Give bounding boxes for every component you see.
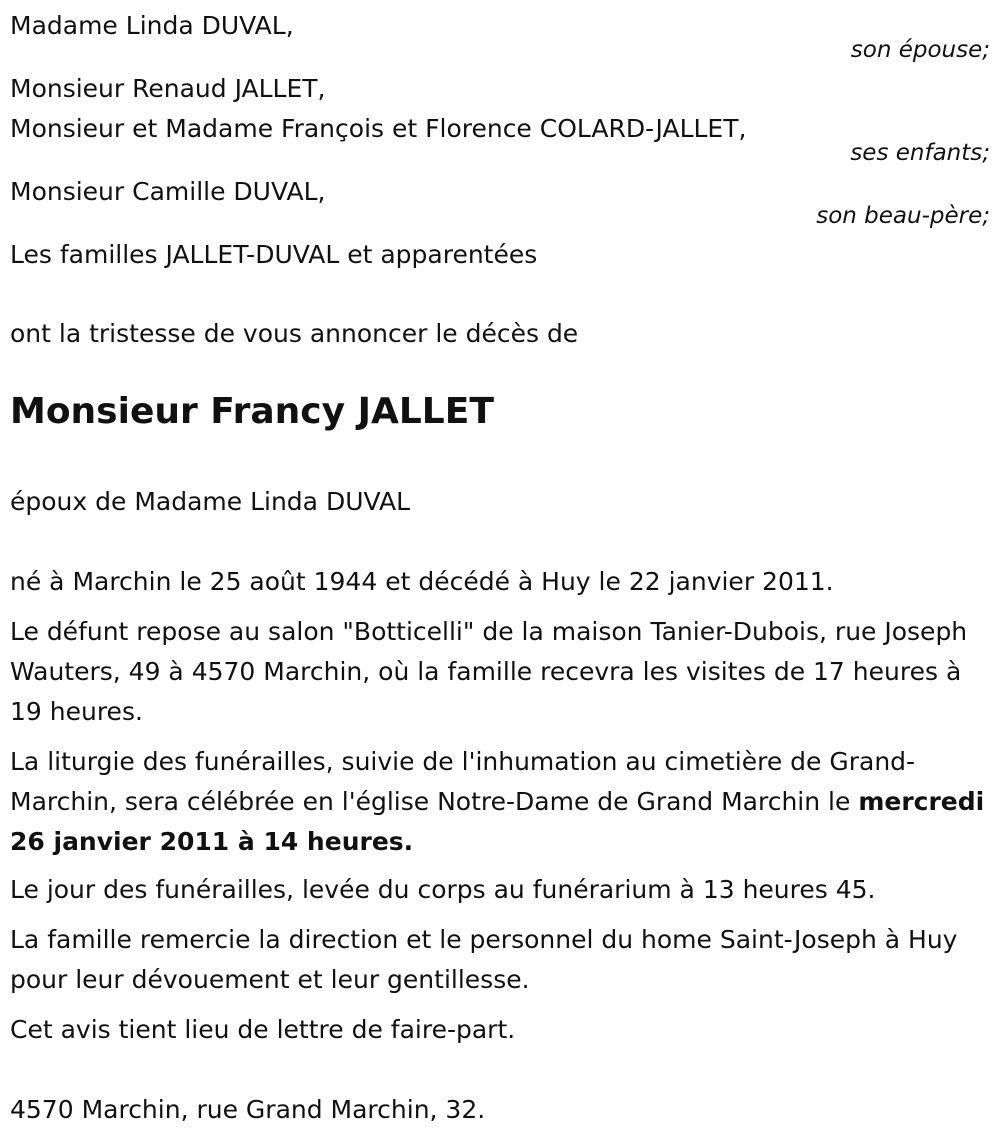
children-role: ses enfants; [850, 140, 990, 166]
notice-line: Cet avis tient lieu de lettre de faire-part. [10, 1015, 516, 1044]
child-name-2: Monsieur et Madame François et Florence COLARD-JALLET, [10, 114, 747, 143]
father-in-law-role: son beau-père; [816, 203, 990, 229]
birth-death-line: né à Marchin le 25 août 1944 et décédé à Huy le 22 janvier 2011. [10, 567, 834, 596]
repose-paragraph: Le défunt repose au salon "Botticelli" de la maison Tanier-Dubois, rue Joseph Wauters, 49 à 4570 Marchin, où la famille recevra les visites de 17 heures à 19 heures. [10, 617, 968, 726]
families-line: Les familles JALLET-DUVAL et apparentées [10, 240, 538, 269]
announcement-intro: ont la tristesse de vous annoncer le décès de [10, 319, 579, 348]
husband-of-line: époux de Madame Linda DUVAL [10, 487, 411, 516]
liturgy-date: mercredi 26 janvier 2011 à 14 heures. [10, 787, 985, 856]
liturgy-paragraph [10, 742, 985, 862]
deceased-name: Monsieur Francy JALLET [10, 391, 494, 432]
thanks-paragraph: La famille remercie la direction et le personnel du home Saint-Joseph à Huy pour leur dévouement et leur gentillesse. [10, 925, 958, 994]
spouse-name: Madame Linda DUVAL, [10, 11, 294, 40]
liturgy-text: La liturgie des funérailles, suivie de l'inhumation au cimetière de Grand-Marchin, sera célébrée en l'église Notre-Dame de Grand Marchin le [10, 747, 916, 816]
levee-line: Le jour des funérailles, levée du corps au funérarium à 13 heures 45. [10, 875, 876, 904]
father-in-law-name: Monsieur Camille DUVAL, [10, 177, 326, 206]
spouse-role: son épouse; [850, 37, 990, 63]
child-name-1: Monsieur Renaud JALLET, [10, 74, 326, 103]
address-line: 4570 Marchin, rue Grand Marchin, 32. [10, 1095, 486, 1124]
